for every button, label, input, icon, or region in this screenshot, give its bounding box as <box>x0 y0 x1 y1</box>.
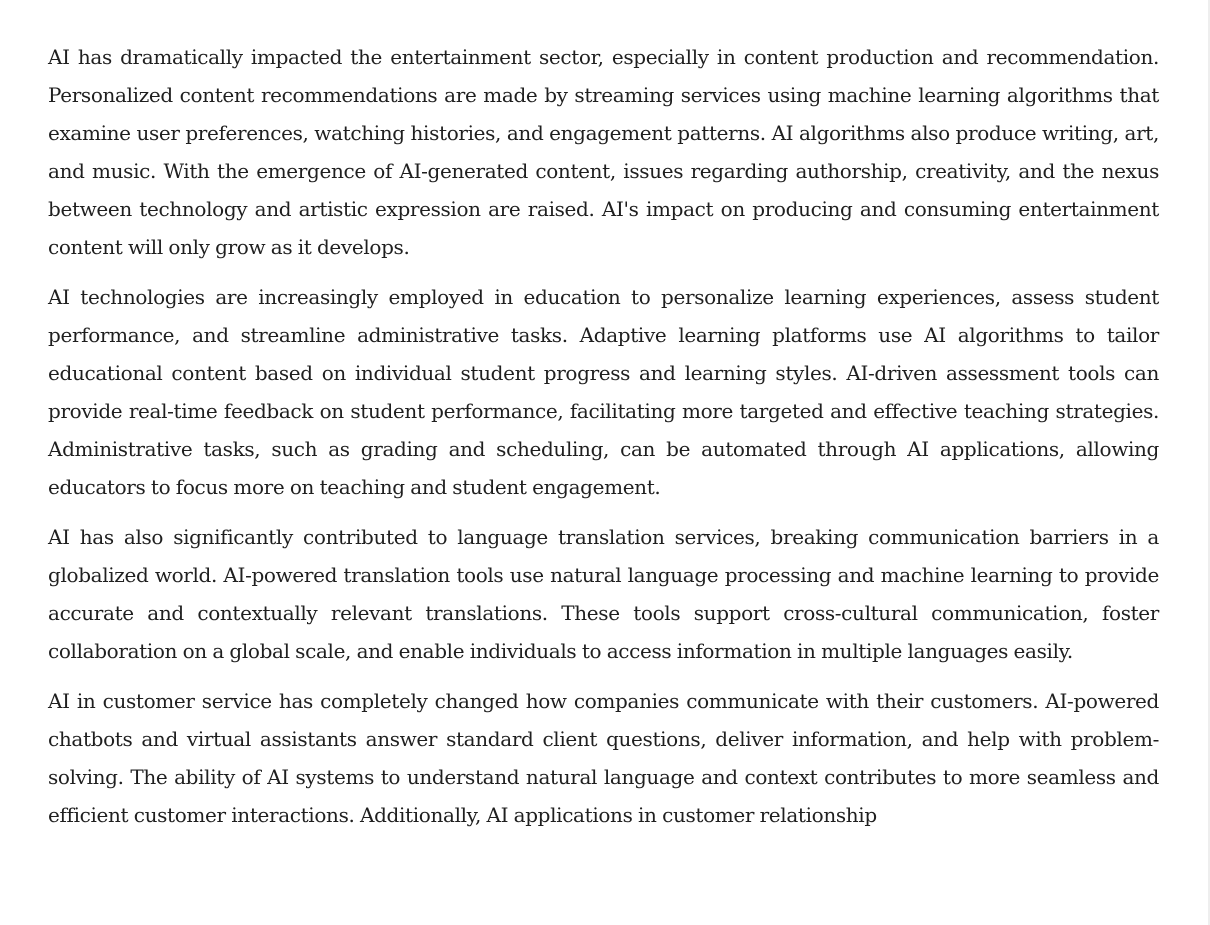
paragraph-translation: AI has also significantly contributed to language translation services, breaking communication barriers in a globalized world. AI-powered translation tools use natural language processing and machine learning to provide accurate and contextually relevant translations. These tools support cross-cultural communication, foster collaboration on a global scale, and enable individuals to access information in multiple languages easily. <box>48 525 1159 663</box>
paragraph-customer-service: AI in customer service has completely changed how companies communicate with their customers. AI-powered chatbots and virtual assistants answer standard client questions, deliver information, and help with problem-solving. The ability of AI systems to understand natural language and context contributes to more seamless and efficient customer interactions. Additionally, AI applications in customer relationship <box>48 689 1159 827</box>
document-body <box>48 38 1159 846</box>
paragraph-education: AI technologies are increasingly employed in education to personalize learning experiences, assess student performance, and streamline administrative tasks. Adaptive learning platforms use AI algorithms to tailor educational content based on individual student progress and learning styles. AI-driven assessment tools can provide real-time feedback on student performance, facilitating more targeted and effective teaching strategies. Administrative tasks, such as grading and scheduling, can be automated through AI applications, allowing educators to focus more on teaching and student engagement. <box>48 285 1159 499</box>
paragraph-entertainment: AI has dramatically impacted the entertainment sector, especially in content production and recommendation. Personalized content recommendations are made by streaming services using machine learning algorithms that examine user preferences, watching histories, and engagement patterns. AI algorithms also produce writing, art, and music. With the emergence of AI-generated content, issues regarding authorship, creativity, and the nexus between technology and artistic expression are raised. AI's impact on producing and consuming entertainment content will only grow as it develops. <box>48 45 1159 259</box>
